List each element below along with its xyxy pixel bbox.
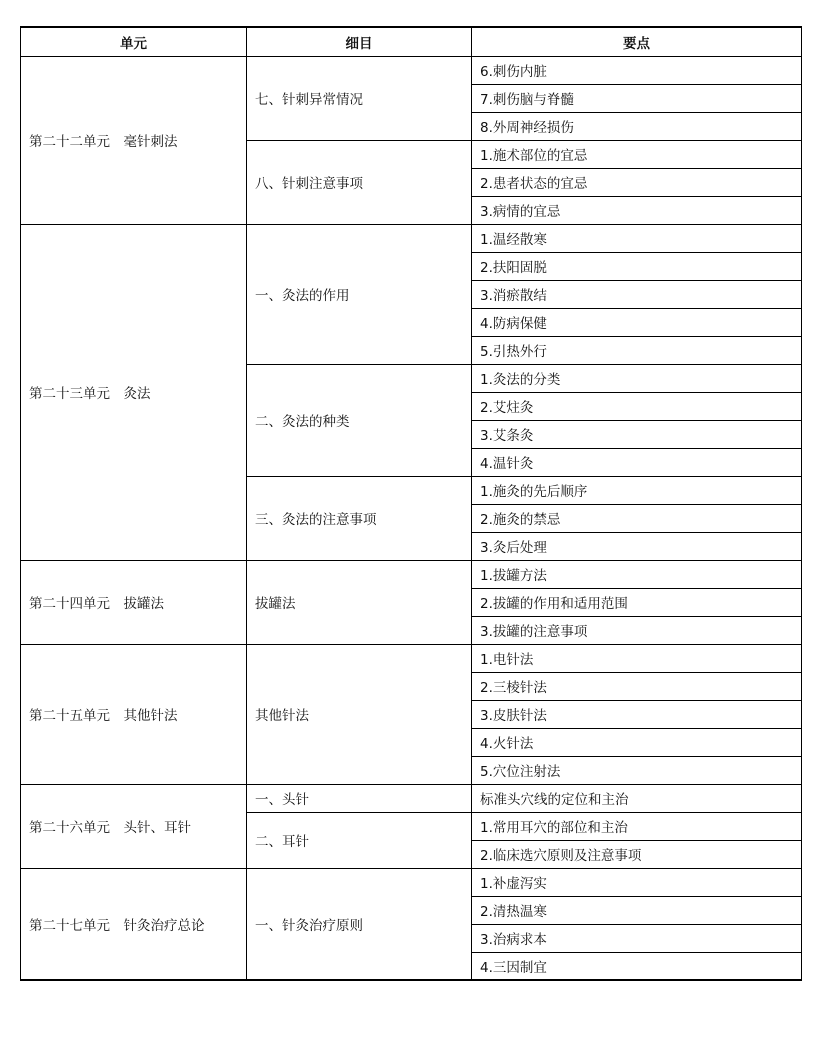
point-cell: 4.三因制宜 — [472, 952, 802, 980]
unit-cell: 第二十七单元 针灸治疗总论 — [21, 868, 247, 980]
point-cell: 3.病情的宜忌 — [472, 196, 802, 224]
table-body — [21, 56, 802, 980]
point-cell: 2.施灸的禁忌 — [472, 504, 802, 532]
point-cell: 5.穴位注射法 — [472, 756, 802, 784]
point-cell: 4.防病保健 — [472, 308, 802, 336]
detail-cell: 一、头针 — [247, 784, 472, 812]
header-point: 要点 — [472, 27, 802, 56]
unit-cell: 第二十五单元 其他针法 — [21, 644, 247, 784]
point-cell: 2.艾炷灸 — [472, 392, 802, 420]
detail-cell: 一、灸法的作用 — [247, 224, 472, 364]
detail-cell: 其他针法 — [247, 644, 472, 784]
point-cell: 6.刺伤内脏 — [472, 56, 802, 84]
table-row — [21, 784, 802, 812]
point-cell: 1.施灸的先后顺序 — [472, 476, 802, 504]
unit-cell: 第二十六单元 头针、耳针 — [21, 784, 247, 868]
point-cell: 4.火针法 — [472, 728, 802, 756]
point-cell: 3.拔罐的注意事项 — [472, 616, 802, 644]
detail-cell: 二、耳针 — [247, 812, 472, 868]
point-cell: 3.艾条灸 — [472, 420, 802, 448]
point-cell: 1.温经散寒 — [472, 224, 802, 252]
table-row — [21, 224, 802, 252]
table-row — [21, 868, 802, 896]
point-cell: 1.拔罐方法 — [472, 560, 802, 588]
syllabus-table — [20, 26, 802, 981]
unit-cell: 第二十二单元 毫针刺法 — [21, 56, 247, 224]
point-cell: 1.补虚泻实 — [472, 868, 802, 896]
detail-cell: 二、灸法的种类 — [247, 364, 472, 476]
point-cell: 2.拔罐的作用和适用范围 — [472, 588, 802, 616]
point-cell: 1.常用耳穴的部位和主治 — [472, 812, 802, 840]
table-row — [21, 560, 802, 588]
point-cell: 3.灸后处理 — [472, 532, 802, 560]
point-cell: 2.清热温寒 — [472, 896, 802, 924]
detail-cell: 七、针刺异常情况 — [247, 56, 472, 140]
point-cell: 2.扶阳固脱 — [472, 252, 802, 280]
header-unit: 单元 — [21, 27, 247, 56]
detail-cell: 一、针灸治疗原则 — [247, 868, 472, 980]
header-row — [21, 27, 802, 56]
detail-cell: 拔罐法 — [247, 560, 472, 644]
detail-cell: 八、针刺注意事项 — [247, 140, 472, 224]
header-detail: 细目 — [247, 27, 472, 56]
point-cell: 1.施术部位的宜忌 — [472, 140, 802, 168]
table-row — [21, 56, 802, 84]
point-cell: 3.治病求本 — [472, 924, 802, 952]
point-cell: 1.灸法的分类 — [472, 364, 802, 392]
point-cell: 3.皮肤针法 — [472, 700, 802, 728]
unit-cell: 第二十四单元 拔罐法 — [21, 560, 247, 644]
point-cell: 标准头穴线的定位和主治 — [472, 784, 802, 812]
point-cell: 2.三棱针法 — [472, 672, 802, 700]
point-cell: 1.电针法 — [472, 644, 802, 672]
point-cell: 2.患者状态的宜忌 — [472, 168, 802, 196]
unit-cell: 第二十三单元 灸法 — [21, 224, 247, 560]
point-cell: 8.外周神经损伤 — [472, 112, 802, 140]
point-cell: 3.消瘀散结 — [472, 280, 802, 308]
point-cell: 4.温针灸 — [472, 448, 802, 476]
table-row — [21, 644, 802, 672]
point-cell: 2.临床选穴原则及注意事项 — [472, 840, 802, 868]
point-cell: 7.刺伤脑与脊髓 — [472, 84, 802, 112]
detail-cell: 三、灸法的注意事项 — [247, 476, 472, 560]
point-cell: 5.引热外行 — [472, 336, 802, 364]
